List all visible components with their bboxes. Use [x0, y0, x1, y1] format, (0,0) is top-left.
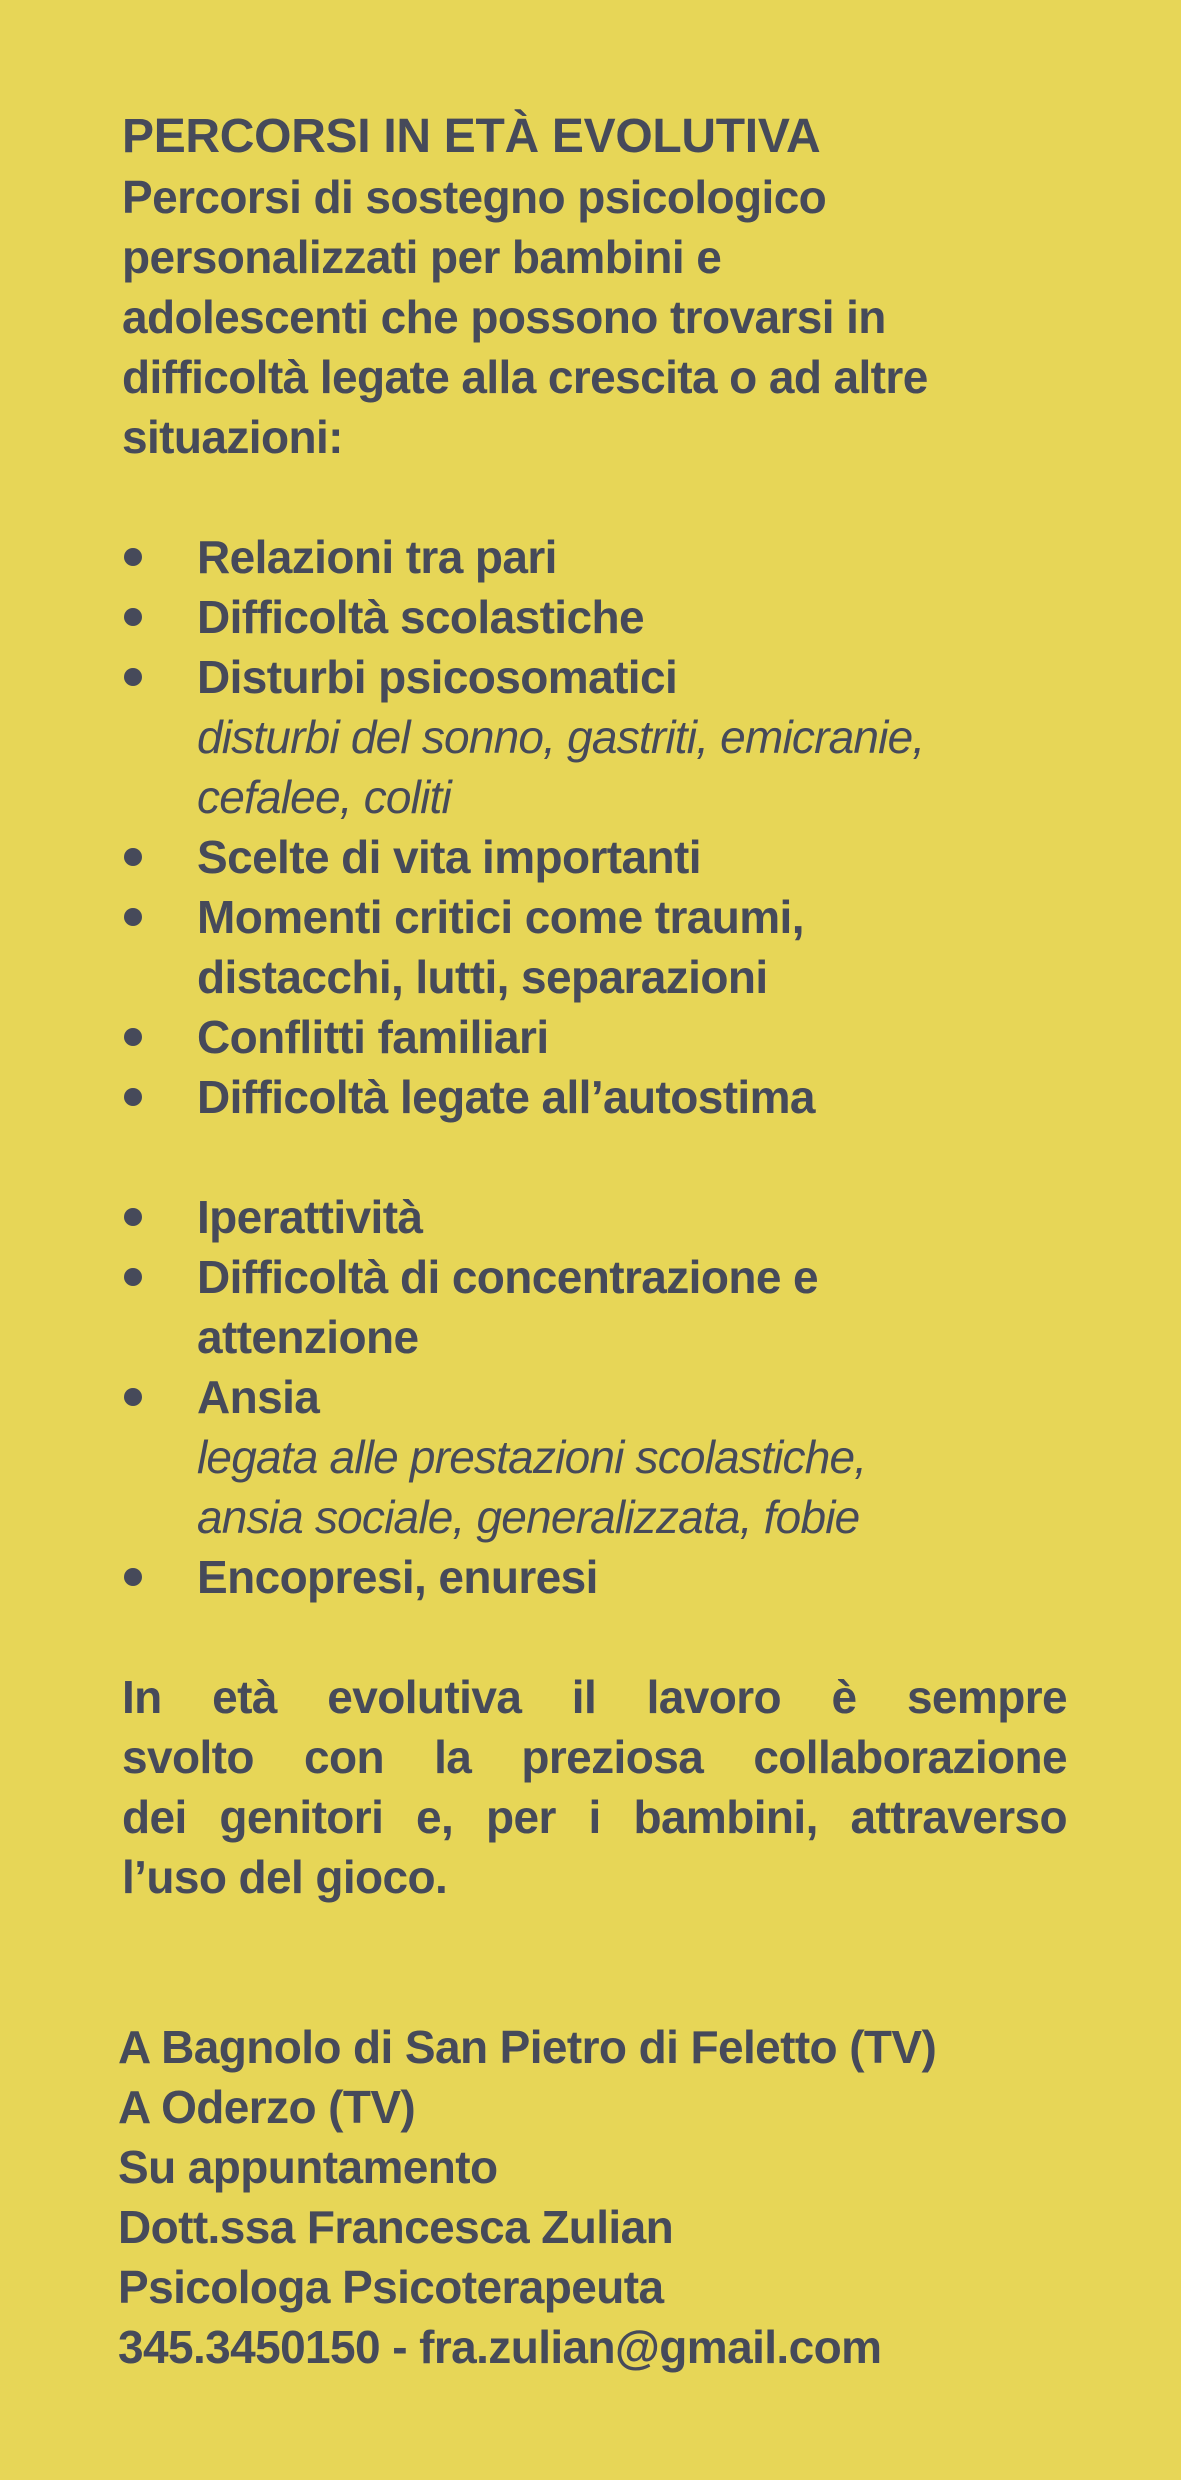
paragraph-line: l’uso del gioco. [122, 1851, 448, 1903]
list-item-label: Momenti critici come traumi, [197, 891, 804, 943]
doctor-role: Psicologa Psicoterapeuta [118, 2261, 664, 2313]
intro-text [122, 167, 1067, 467]
paragraph-line: In età evolutiva il lavoro è sempre [122, 1671, 1067, 1723]
section-title: PERCORSI IN ETÀ EVOLUTIVA [122, 110, 821, 163]
list-item-label: Difficoltà scolastiche [197, 591, 644, 643]
intro-line: personalizzati per bambini e [122, 231, 722, 283]
list-item-detail: disturbi del sonno, gastriti, emicranie, [197, 711, 925, 763]
availability: Su appuntamento [118, 2141, 498, 2193]
list-item-label: Disturbi psicosomatici [197, 651, 678, 703]
contact-line [118, 2317, 936, 2377]
list-item [122, 527, 1067, 587]
paragraph-line: dei genitori e, per i bambini, attraverso [122, 1791, 1067, 1843]
bullet-icon [124, 1268, 142, 1286]
location-oderzo: A Oderzo (TV) [118, 2081, 416, 2133]
spacer [122, 467, 1067, 527]
intro-line: adolescenti che possono trovarsi in [122, 291, 886, 343]
list-item [122, 1547, 1067, 1607]
contact-block [118, 2017, 936, 2377]
list-item [122, 647, 1067, 827]
list-item-label-cont: attenzione [197, 1311, 419, 1363]
flyer-content [122, 107, 1067, 1907]
list-item-detail: cefalee, coliti [197, 771, 451, 823]
bullet-icon [124, 1208, 142, 1226]
intro-line: difficoltà legate alla crescita o ad altre [122, 351, 928, 403]
list-item [122, 1187, 1067, 1247]
list-item-label-cont: distacchi, lutti, separazioni [197, 951, 768, 1003]
list-item-label: Difficoltà legate all’autostima [197, 1071, 815, 1123]
doctor-name: Dott.ssa Francesca Zulian [118, 2201, 674, 2253]
spacer [122, 1127, 1067, 1187]
intro-line: situazioni: [122, 411, 343, 463]
bullet-icon [124, 1388, 142, 1406]
closing-paragraph [122, 1667, 1067, 1907]
separator: - [380, 2321, 420, 2373]
list-item-detail: ansia sociale, generalizzata, fobie [197, 1491, 860, 1543]
bullet-icon [124, 1088, 142, 1106]
bullet-icon [124, 608, 142, 626]
email-address[interactable]: fra.zulian@gmail.com [419, 2321, 882, 2373]
spacer [122, 1607, 1067, 1667]
list-item-detail: legata alle prestazioni scolastiche, [197, 1431, 867, 1483]
list-item-label: Scelte di vita importanti [197, 831, 701, 883]
location-bagnolo: A Bagnolo di San Pietro di Feletto (TV) [118, 2021, 937, 2073]
list-item-label: Ansia [197, 1371, 320, 1423]
paragraph-line: svolto con la preziosa collaborazione [122, 1731, 1067, 1783]
issues-list-2 [122, 1187, 1067, 1607]
bullet-icon [124, 1028, 142, 1046]
intro-line: Percorsi di sostegno psicologico [122, 171, 827, 223]
issues-list-1 [122, 527, 1067, 1127]
phone-number[interactable]: 345.3450150 [118, 2321, 381, 2373]
list-item-label: Difficoltà di concentrazione e [197, 1251, 818, 1303]
list-item [122, 1247, 1067, 1367]
bullet-icon [124, 908, 142, 926]
list-item-label: Iperattività [197, 1191, 423, 1243]
bullet-icon [124, 668, 142, 686]
list-item [122, 887, 1067, 1007]
list-item-label: Relazioni tra pari [197, 531, 557, 583]
list-item-label: Conflitti familiari [197, 1011, 549, 1063]
list-item [122, 827, 1067, 887]
list-item [122, 1367, 1067, 1547]
list-item [122, 1067, 1067, 1127]
list-item-label: Encopresi, enuresi [197, 1551, 598, 1603]
list-item [122, 1007, 1067, 1067]
bullet-icon [124, 548, 142, 566]
bullet-icon [124, 848, 142, 866]
bullet-icon [124, 1568, 142, 1586]
list-item [122, 587, 1067, 647]
